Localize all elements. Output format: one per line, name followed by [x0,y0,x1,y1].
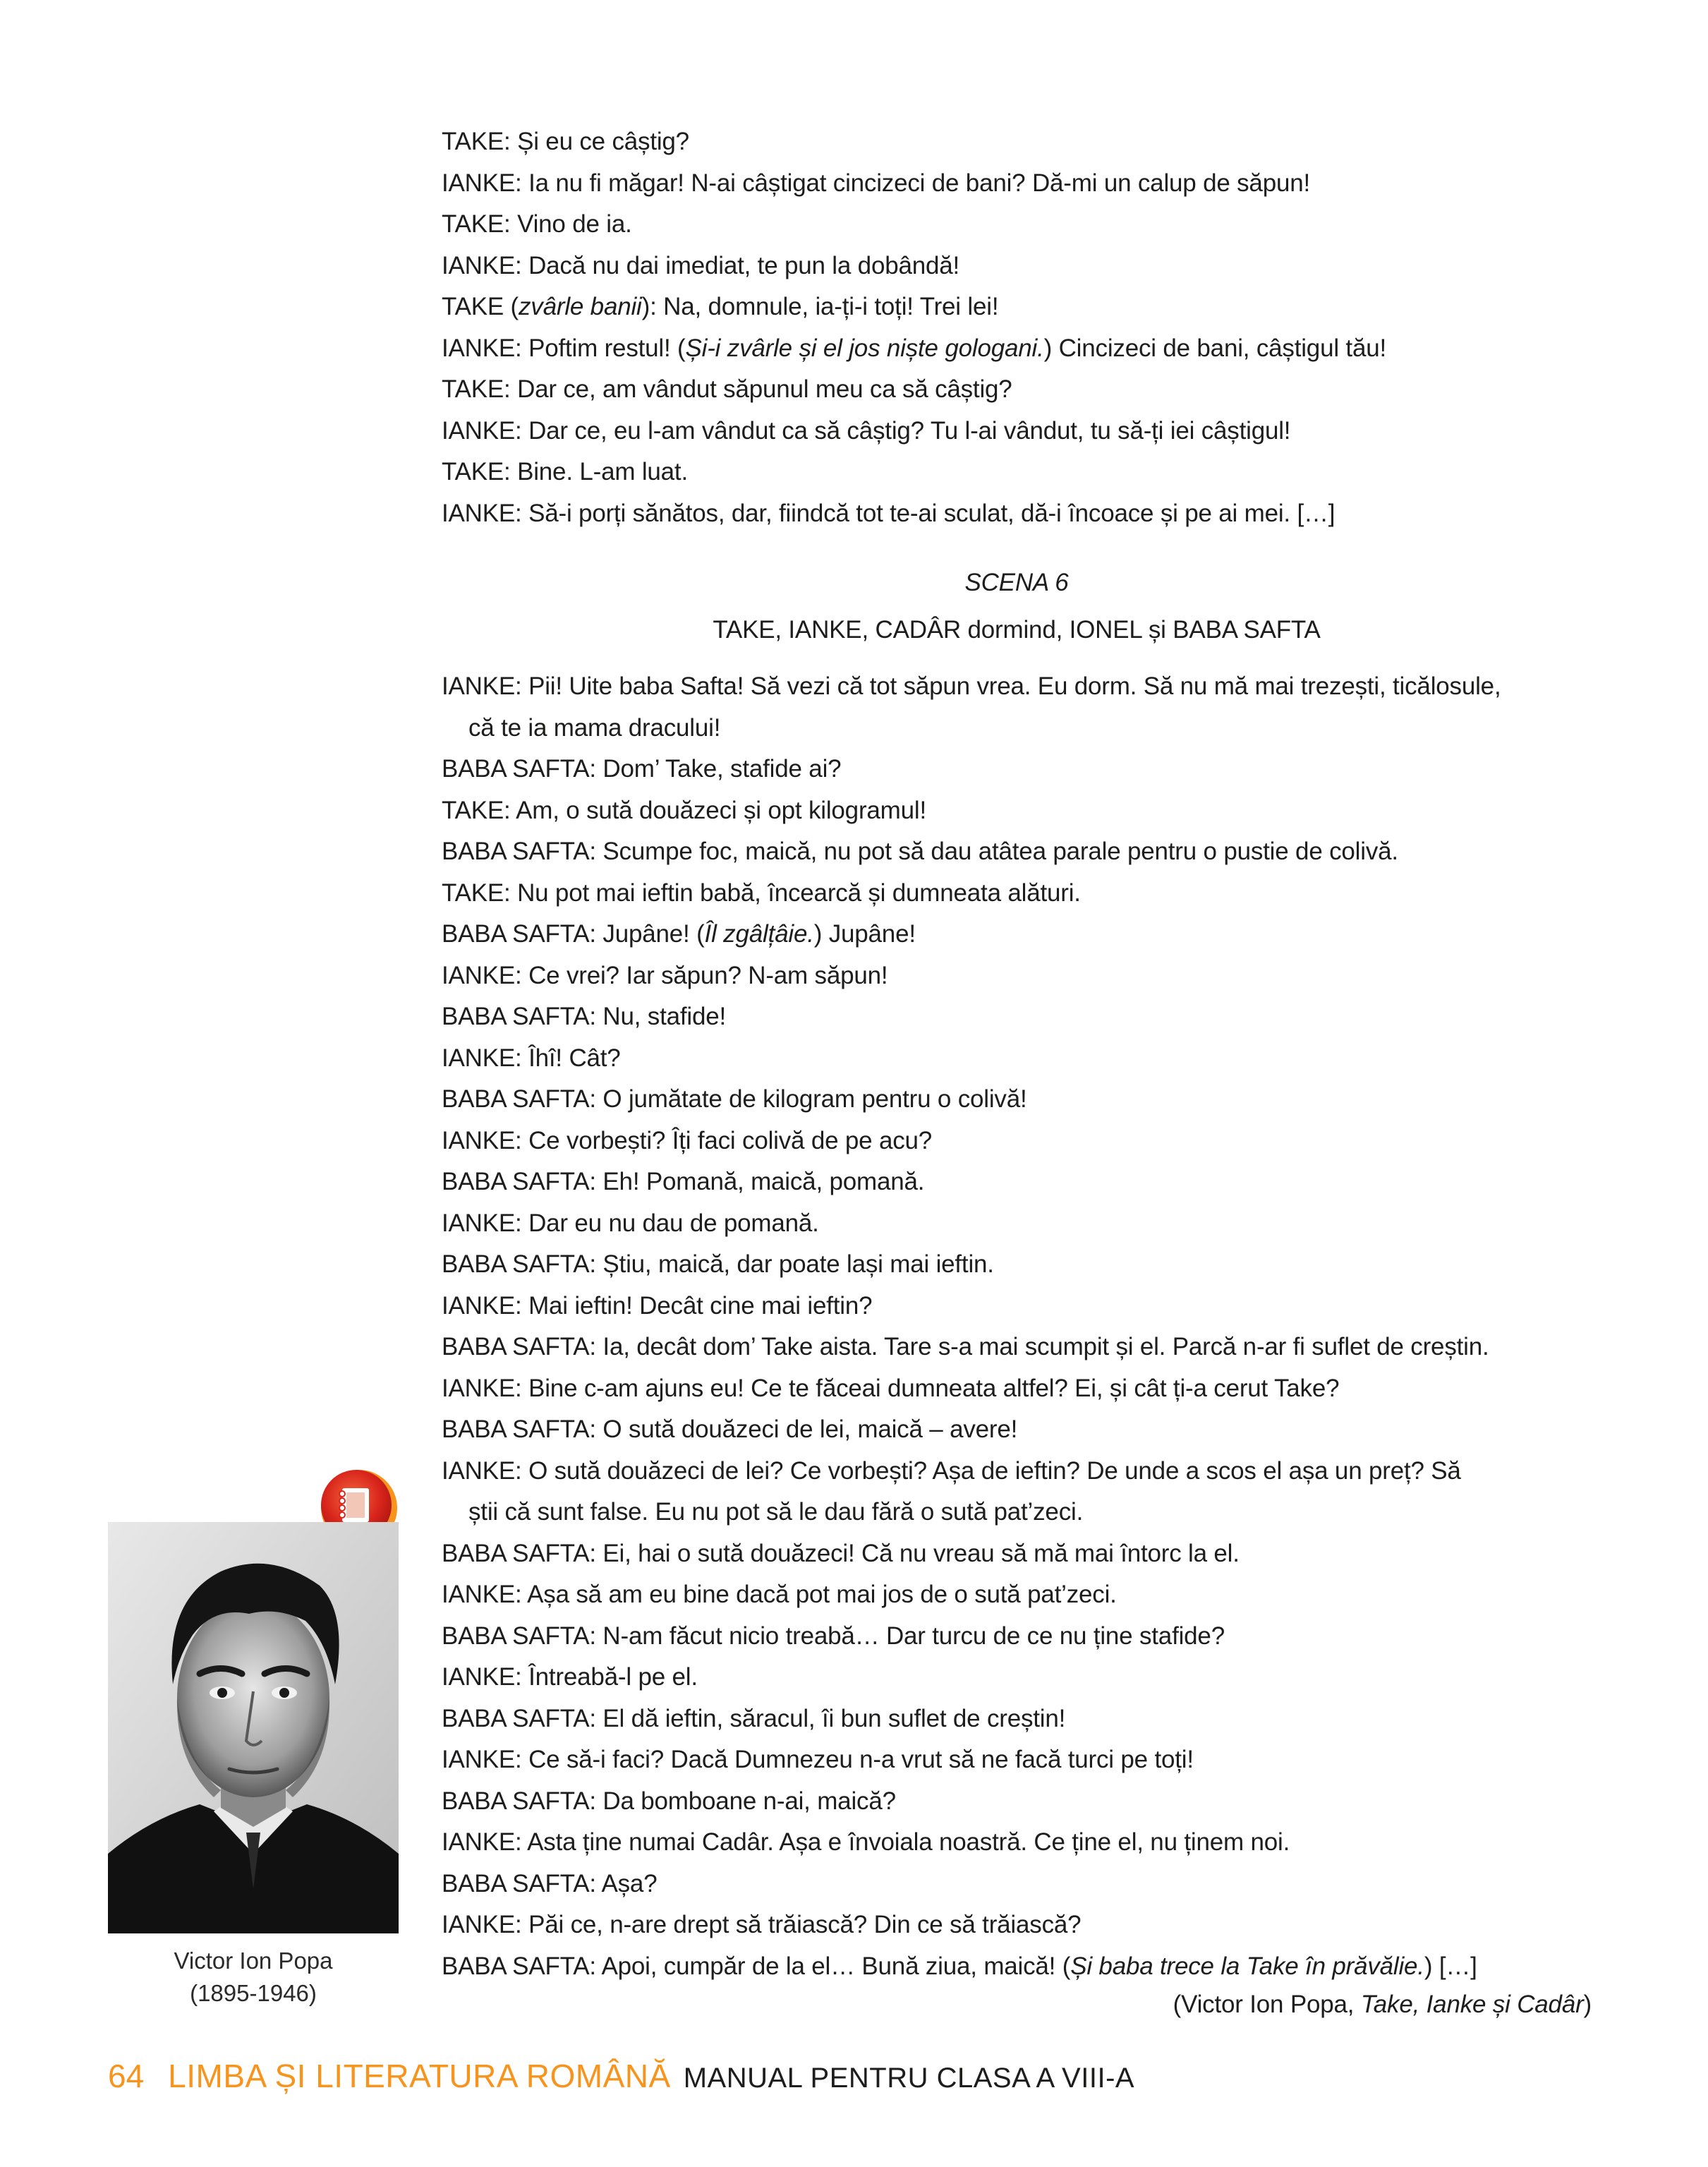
dialogue-line: TAKE: Vino de ia. [442,210,632,238]
dialogue-line [442,1946,1592,1988]
dialogue-line: IANKE: Mai ieftin! Decât cine mai ieftin? [442,1291,873,1320]
dialogue-line: IANKE: Ce vorbești? Îți faci colivă de pe acu? [442,1126,933,1154]
dialogue-text: ) Jupâne! [813,920,916,948]
dialogue-line: BABA SAFTA: O sută douăzeci de lei, maică – avere! [442,1416,1018,1443]
dialogue-line: TAKE: Bine. L-am luat. [442,458,688,485]
dialogue-line: TAKE: Nu pot mai ieftin babă, încearcă și dumneata alături. [442,879,1081,907]
dialogue-text: ): Na, domnule, ia-ți-i toți! Trei lei! [641,293,999,320]
dialogue-line: IANKE: Ia nu fi măgar! N-ai câștigat cincizeci de bani? Dă-mi un calup de săpun! [442,169,1311,197]
speaker-text: TAKE ( [442,293,519,320]
dialogue-line-continuation: că te ia mama dracului! [468,713,721,742]
dialogue-line: IANKE: O sută douăzeci de lei? Ce vorbești? Așa de ieftin? De unde a scos el așa un preț? Să [442,1456,1461,1485]
dialogue-line: IANKE: Bine c-am ajuns eu! Ce te făceai dumneata altfel? Ei, și cât ți-a cerut Take? [442,1374,1340,1402]
dialogue-line: IANKE: Să-i porți sănătos, dar, fiindcă tot te-ai sculat, dă-i încoace și pe ai mei. […] [442,499,1335,527]
dialogue-line: TAKE: Am, o sută douăzeci și opt kilogramul! [442,796,926,824]
dialogue-text: BABA SAFTA: Apoi, cumpăr de la el… Bună ziua, maică! ( [442,1952,1071,1980]
dialogue-line: IANKE: Întreabă-l pe el. [442,1663,698,1691]
dialogue-line: BABA SAFTA: Știu, maică, dar poate lași mai ieftin. [442,1250,994,1278]
dialogue-line: IANKE: Așa să am eu bine dacă pot mai jos de o sută pat’zeci. [442,1581,1117,1608]
dialogue-line-continuation: știi că sunt false. Eu nu pot să le dau fără o sută pat’zeci. [468,1498,1084,1526]
dialogue-line: BABA SAFTA: Așa? [442,1869,658,1897]
author-portrait [108,1522,399,1933]
stage-direction: Și-i zvârle și el jos niște gologani. [685,334,1044,362]
dialogue-line: BABA SAFTA: N-am făcut nicio treabă… Dar turcu de ce nu ține stafide? [442,1622,1225,1650]
dialogue-line: IANKE: Asta ține numai Cadâr. Așa e învoiala noastră. Ce ține el, nu ținem noi. [442,1828,1290,1856]
dialogue-line: IANKE: Păi ce, n-are drept să trăiască? Din ce să trăiască? [442,1911,1082,1938]
dialogue-line: IANKE: Dar eu nu dau de pomană. [442,1209,819,1237]
scene-title: SCENA 6 [964,569,1069,596]
dialogue-line: TAKE: Și eu ce câștig? [442,128,689,155]
dialogue-line: IANKE: Îhî! Cât? [442,1044,621,1072]
dialogue-line: IANKE: Dar ce, eu l-am vândut ca să câștig? Tu l-ai vândut, tu să-ți iei câștigul! [442,416,1291,445]
dialogue-line: BABA SAFTA: Da bomboane n-ai, maică? [442,1787,896,1815]
dialogue-line: IANKE: Dacă nu dai imediat, te pun la dobândă! [442,251,960,279]
book-subtitle: MANUAL PENTRU CLASA A VIII-A [683,2063,1135,2094]
dialogue-line: IANKE: Pii! Uite baba Safta! Să vezi că tot săpun vrea. Eu dorm. Să nu mă mai trezești, ticălosule, [442,672,1501,700]
dialogue-line: BABA SAFTA: Nu, stafide! [442,1003,727,1030]
dialogue-text: ) Cincizeci de bani, câștigul tău! [1043,334,1387,362]
author-name: Victor Ion Popa [174,1948,333,1974]
dialogue-text: BABA SAFTA: Jupâne! ( [442,920,705,948]
author-years: (1895-1946) [190,1980,317,2006]
dialogue-line: BABA SAFTA: Dom’ Take, stafide ai? [442,755,842,783]
work-title: Take, Ianke și Cadâr [1360,1991,1584,2018]
dialogue-line: IANKE: Ce să-i faci? Dacă Dumnezeu n-a vrut să ne facă turci pe toți! [442,1746,1194,1773]
dialogue-line: BABA SAFTA: Scumpe foc, maică, nu pot să dau atâtea parale pentru o pustie de colivă. [442,838,1398,865]
stage-direction: Îl zgâlțâie. [704,920,814,948]
scene-characters: TAKE, IANKE, CADÂR dormind, IONEL și BABA SAFTA [713,615,1321,644]
dialogue-line: TAKE: Dar ce, am vândut săpunul meu ca să câștig? [442,375,1012,403]
portrait-caption [108,1945,399,2010]
dialogue-line [442,914,1592,955]
dialogue-line [442,328,1592,370]
page-footer [108,2055,1134,2099]
book-title: LIMBA ȘI LITERATURA ROMÂNĂ [168,2058,671,2094]
dialogue-line: BABA SAFTA: Eh! Pomană, maică, pomană. [442,1168,925,1195]
stage-direction: Și baba trece la Take în prăvălie. [1070,1952,1424,1980]
dialogue-text: IANKE: Poftim restul! ( [442,334,686,362]
dialogue-line: BABA SAFTA: O jumătate de kilogram pentru o colivă! [442,1085,1027,1113]
stage-direction: zvârle banii [519,293,642,320]
page-number: 64 [108,2058,145,2094]
dialogue-line: IANKE: Ce vrei? Iar săpun? N-am săpun! [442,961,888,989]
dialogue-line: BABA SAFTA: Ei, hai o sută douăzeci! Că nu vreau să mă mai întorc la el. [442,1539,1240,1567]
dialogue-line: BABA SAFTA: Ia, decât dom’ Take aista. Tare s-a mai scumpit și el. Parcă n-ar fi suflet de creștin. [442,1333,1489,1360]
dialogue-text: ) […] [1424,1952,1477,1980]
play-text [442,121,1592,2026]
source-citation: (Victor Ion Popa, Take, Ianke și Cadâr) [1173,1991,1592,2018]
dialogue-line: BABA SAFTA: El dă ieftin, săracul, îi bun suflet de creștin! [442,1704,1066,1732]
dialogue-line [442,286,1592,328]
